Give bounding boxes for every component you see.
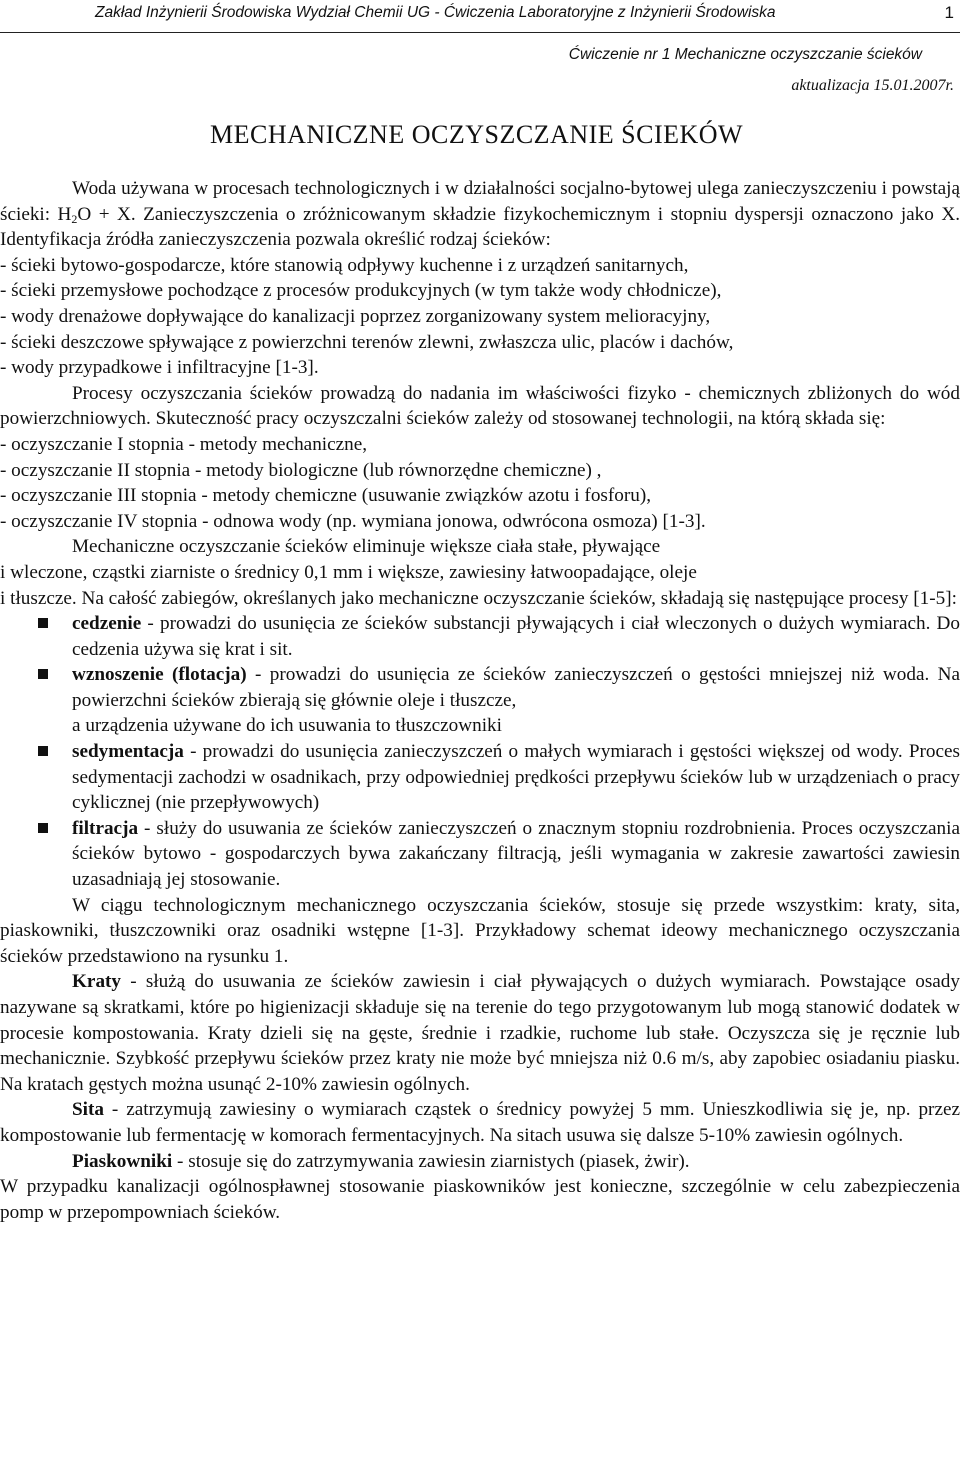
- subscript: 2: [71, 211, 78, 226]
- kraty-paragraph: [0, 969, 960, 1097]
- page-title: MECHANICZNE OCZYSZCZANIE ŚCIEKÓW: [210, 120, 744, 149]
- piaskowniki-paragraph: [0, 1149, 960, 1175]
- intro-paragraph: [0, 176, 960, 253]
- process-description: [72, 662, 960, 739]
- square-bullet-icon: [38, 746, 48, 756]
- process-description: [72, 816, 960, 893]
- update-date: aktualizacja 15.01.2007r.: [791, 77, 954, 94]
- sita-text: - zatrzymują zawiesiny o wymiarach cząstek o średnicy powyżej 5 mm. Unieszkodliwia się je, np. przez kompostowanie lub fermentację w komorach fermentacyjnych. Na sitach usuwa się dalsze 5-10% zawiesin ogólnych.: [0, 1099, 960, 1146]
- wastewater-type-item: - ścieki deszczowe spływające z powierzchni terenów zlewni, zwłaszcza ulic, placów i dachów,: [0, 331, 734, 353]
- sita-paragraph: [0, 1097, 960, 1148]
- header-institution: Zakład Inżynierii Środowiska Wydział Chemii UG - Ćwiczenia Laboratoryjne z Inżynierii Środowiska: [95, 4, 776, 21]
- piaskowniki-term: Piaskowniki: [72, 1150, 173, 1172]
- treatment-stage-item: - oczyszczanie IV stopnia - odnowa wody (np. wymiana jonowa, odwrócona osmoza) [1-3].: [0, 510, 706, 532]
- wastewater-type-item: - wody drenażowe dopływające do kanalizacji poprzez zorganizowany system melioracyjny,: [0, 305, 711, 327]
- process-term: wznoszenie (flotacja): [72, 664, 247, 686]
- kraty-term: Kraty: [72, 971, 122, 993]
- wastewater-type-item: - wody przypadkowe i infiltracyjne [1-3].: [0, 357, 319, 379]
- intro-text-b: O + X. Zanieczyszczenia o zróżnicowanym składzie fizykochemicznym i stopniu dyspersji oznaczono jako X. Identyfikacja źródła zanieczyszczenia pozwala określić rodzaj ścieków:: [0, 203, 960, 251]
- mechanical-paragraph-line1: Mechaniczne oczyszczanie ścieków eliminuje większe ciała stałe, pływające: [72, 536, 661, 558]
- process-text: - służy do usuwania ze ścieków zanieczyszczeń o znacznym stopniu rozdrobnienia. Proces oczyszczania ścieków bytowo - gospodarczych bywa zakańczany filtracją, jeśli wymagania w zakresie zawartości zawiesin uzasadniają jej stosowanie.: [72, 817, 960, 891]
- piaskowniki-continuation: W przypadku kanalizacji ogólnospławnej stosowanie piaskowników jest konieczne, szczególnie w celu zabezpieczenia pomp w przepompowniach ścieków.: [0, 1176, 960, 1223]
- sita-term: Sita: [72, 1099, 104, 1121]
- process-list-item: [0, 662, 960, 739]
- intro-text-a: Woda używana w procesach technologicznych i w działalności socjalno-bytowej ulega zanieczyszczeniu i powstają ścieki: H: [0, 178, 960, 225]
- square-bullet-icon: [38, 669, 48, 679]
- process-list-item: [0, 739, 960, 816]
- piaskowniki-text: - stosuje się do zatrzymywania zawiesin ziarnistych (piasek, żwir).: [172, 1150, 690, 1172]
- treatment-stage-item: - oczyszczanie II stopnia - metody biologiczne (lub równorzędne chemiczne) ,: [0, 459, 602, 481]
- process-text: - prowadzi do usunięcia ze ścieków zanieczyszczeń o gęstości mniejszej niż woda. Na powierzchni ścieków zbierają się głównie oleje i tłuszcze,: [72, 664, 960, 711]
- process-text-extra: a urządzenia używane do ich usuwania to tłuszczowniki: [72, 715, 502, 737]
- document-body: [0, 176, 960, 1225]
- square-bullet-icon: [38, 823, 48, 833]
- process-term: filtracja: [72, 817, 139, 839]
- process-list-item: [0, 611, 960, 662]
- process-list-item: [0, 816, 960, 893]
- square-bullet-icon: [38, 618, 48, 628]
- kraty-text: - służą do usuwania ze ścieków zawiesin i ciał pływających o dużych wymiarach. Powstające osady nazywane są skratkami, które po higienizacji składuje się na terenie do tego przygotowanym lub mogą stanowić dodatek w procesie kompostowania. Kraty dzieli się na gęste, średnie i rzadkie, ruchome lub stałe. Oczyszcza się je ręcznie lub mechanicznie. Szybkość przepływu ścieków przez kraty nie może być mniejsza niż 0.6 m/s, aby zapobiec osiadaniu piasku. Na kratach gęstych można usunąć 2-10% zawiesin ogólnych.: [0, 971, 960, 1095]
- treatment-stage-item: - oczyszczanie III stopnia - metody chemiczne (usuwanie związków azotu i fosforu),: [0, 485, 652, 507]
- treatment-paragraph: Procesy oczyszczania ścieków prowadzą do nadania im właściwości fizyko - chemicznych zbliżonych do wód powierzchniowych. Skuteczność pracy oczyszczalni ścieków zależy od stosowanej technologii, na którą składa się:: [0, 382, 960, 430]
- wastewater-type-item: - ścieki bytowo-gospodarcze, które stanowią odpływy kuchenne i z urządzeń sanitarnych,: [0, 254, 689, 276]
- technology-paragraph: W ciągu technologicznym mechanicznego oczyszczania ścieków, stosuje się przede wszystkim: kraty, sita, piaskowniki, tłuszczowniki oraz osadniki wstępne [1-3]. Przykładowy schemat ideowy mechanicznego oczyszczania ścieków przedstawiono na rysunku 1.: [0, 894, 960, 967]
- header-exercise: Ćwiczenie nr 1 Mechaniczne oczyszczanie ścieków: [568, 46, 922, 63]
- wastewater-type-item: - ścieki przemysłowe pochodzące z procesów produkcyjnych (w tym także wody chłodnicze),: [0, 280, 722, 302]
- process-term: cedzenie: [72, 613, 142, 635]
- header-rule: [0, 32, 960, 33]
- process-description: [72, 739, 960, 816]
- process-text: - prowadzi do usunięcia zanieczyszczeń o małych wymiarach i gęstości większej od wody. Proces sedymentacji zachodzi w osadnikach, przy odpowiedniej prędkości przepływu ścieków lub w urządzeniach o pracy cyklicznej (nie przepływowych): [72, 741, 960, 814]
- mechanical-paragraph-rest: i tłuszcze. Na całość zabiegów, określanych jako mechaniczne oczyszczanie ścieków, składają się następujące procesy [1-5]:: [0, 587, 957, 609]
- process-description: [72, 611, 960, 662]
- treatment-stage-item: - oczyszczanie I stopnia - metody mechaniczne,: [0, 433, 368, 455]
- process-term: sedymentacja: [72, 741, 184, 763]
- process-text: - prowadzi do usunięcia ze ścieków substancji pływających i ciał wleczonych o dużych wymiarach. Do cedzenia używa się krat i sit.: [72, 613, 960, 660]
- mechanical-paragraph-line2: i wleczone, cząstki ziarniste o średnicy 0,1 mm i większe, zawiesiny łatwoopadające, oleje: [0, 561, 697, 583]
- page-number: 1: [944, 3, 954, 22]
